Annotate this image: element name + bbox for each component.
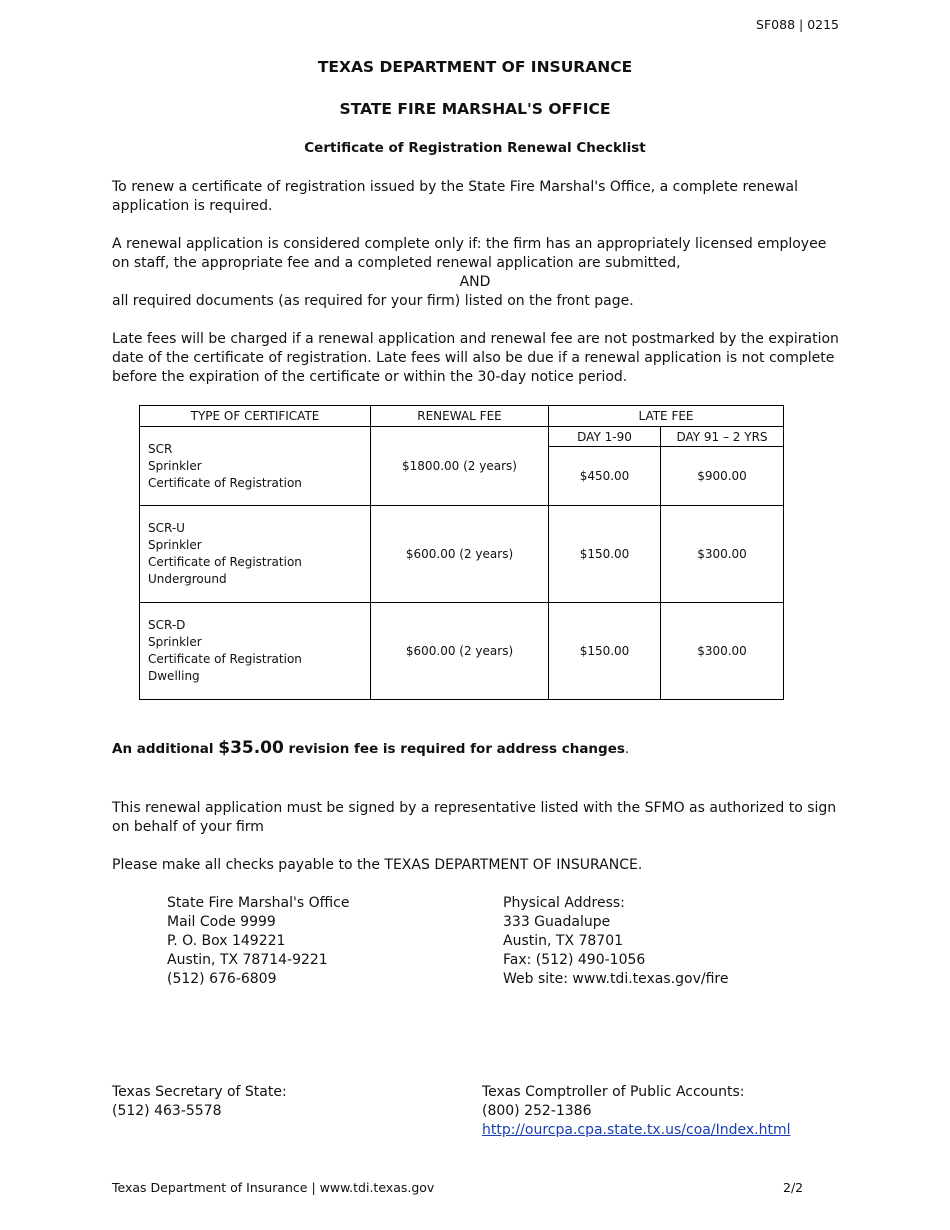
late-fee-1-90-cell: $150.00 xyxy=(549,506,661,603)
required-documents-line: all required documents (as required for your firm) listed on the front page. xyxy=(112,293,634,309)
checks-payable-note: Please make all checks payable to the TEXAS DEPARTMENT OF INSURANCE. xyxy=(112,857,643,873)
table-row xyxy=(140,603,784,700)
header-late-day-91-2yrs: DAY 91 – 2 YRS xyxy=(661,427,784,447)
header-late-day-1-90: DAY 1-90 xyxy=(549,427,661,447)
table-row xyxy=(140,427,784,447)
certificate-type-cell xyxy=(140,427,371,506)
footer-text: Texas Department of Insurance | www.tdi.texas.gov xyxy=(112,1180,435,1195)
certificate-category: Sprinkler xyxy=(148,635,202,649)
certificate-type-cell xyxy=(140,603,371,700)
fax-number: Fax: (512) 490-1056 xyxy=(503,952,646,968)
additional-fee-suffix: revision fee is required for address changes xyxy=(283,741,625,757)
mailing-address-line: State Fire Marshal's Office xyxy=(167,895,350,911)
late-fee-91-2yrs-cell: $300.00 xyxy=(661,603,784,700)
physical-address-label: Physical Address: xyxy=(503,895,625,911)
secretary-of-state-label: Texas Secretary of State: xyxy=(112,1084,287,1100)
late-fee-91-2yrs-cell: $300.00 xyxy=(661,506,784,603)
renewal-fee-cell: $600.00 (2 years) xyxy=(371,506,549,603)
additional-fee-prefix: An additional xyxy=(112,741,219,757)
and-separator: AND xyxy=(459,274,491,290)
comptroller-phone: (800) 252-1386 xyxy=(482,1103,592,1119)
mailing-address-line: Mail Code 9999 xyxy=(167,914,276,930)
late-fees-paragraph: Late fees will be charged if a renewal application and renewal fee are not postmarked by the expiration date of the certificate of registration. Late fees will also be due if a renewal application is not complete before the expiration of the certificate or within the 30-day notice period. xyxy=(112,331,839,385)
late-fee-1-90-cell: $150.00 xyxy=(549,603,661,700)
header-late-fee: LATE FEE xyxy=(549,406,784,427)
completeness-paragraph: A renewal application is considered complete only if: the firm has an appropriately licensed employee on staff, the appropriate fee and a completed renewal application are submitted, xyxy=(112,236,827,271)
office-title: STATE FIRE MARSHAL'S OFFICE xyxy=(339,100,611,118)
renewal-fee-cell: $600.00 (2 years) xyxy=(371,603,549,700)
table-row xyxy=(140,506,784,603)
document-subtitle: Certificate of Registration Renewal Checklist xyxy=(304,140,646,156)
certificate-type-cell xyxy=(140,506,371,603)
table-header-row xyxy=(140,406,784,427)
comptroller-label: Texas Comptroller of Public Accounts: xyxy=(482,1084,745,1100)
form-number: SF088 | 0215 xyxy=(756,17,839,32)
certificate-code: SCR-U xyxy=(148,521,185,535)
mailing-address xyxy=(167,894,349,989)
website: Web site: www.tdi.texas.gov/fire xyxy=(503,971,729,987)
certificate-variant: Dwelling xyxy=(148,669,200,683)
secretary-of-state xyxy=(112,1083,287,1121)
mailing-phone: (512) 676-6809 xyxy=(167,971,277,987)
physical-address xyxy=(503,894,728,989)
physical-address-line: 333 Guadalupe xyxy=(503,914,611,930)
additional-fee-period: . xyxy=(624,741,630,757)
header-type: TYPE OF CERTIFICATE xyxy=(140,406,371,427)
signature-note: This renewal application must be signed by a representative listed with the SFMO as authorized to sign on behalf of your firm xyxy=(112,800,837,835)
certificate-name: Certificate of Registration xyxy=(148,475,302,490)
secretary-of-state-phone: (512) 463-5578 xyxy=(112,1103,222,1119)
late-fee-1-90-cell: $450.00 xyxy=(549,447,661,506)
header-renewal-fee: RENEWAL FEE xyxy=(371,406,549,427)
fee-table xyxy=(139,405,784,700)
comptroller-link[interactable]: http://ourcpa.cpa.state.tx.us/coa/Index.html xyxy=(482,1122,791,1138)
page-number: 2/2 xyxy=(783,1180,804,1195)
certificate-category: Sprinkler xyxy=(148,458,202,473)
additional-fee-note xyxy=(112,738,629,758)
physical-address-line: Austin, TX 78701 xyxy=(503,933,624,949)
comptroller xyxy=(482,1083,790,1140)
renewal-fee-cell: $1800.00 (2 years) xyxy=(371,427,549,506)
additional-fee-amount: $35.00 xyxy=(218,738,284,758)
certificate-code: SCR xyxy=(148,441,173,456)
intro-paragraph: To renew a certificate of registration issued by the State Fire Marshal's Office, a complete renewal application is required. xyxy=(112,179,798,214)
late-fee-91-2yrs-cell: $900.00 xyxy=(661,447,784,506)
mailing-address-line: P. O. Box 149221 xyxy=(167,933,286,949)
certificate-category: Sprinkler xyxy=(148,538,202,552)
certificate-name: Certificate of Registration xyxy=(148,652,302,666)
certificate-variant: Underground xyxy=(148,572,227,586)
certificate-name: Certificate of Registration xyxy=(148,555,302,569)
agency-title: TEXAS DEPARTMENT OF INSURANCE xyxy=(317,58,633,76)
certificate-code: SCR-D xyxy=(148,618,186,632)
mailing-address-line: Austin, TX 78714-9221 xyxy=(167,952,328,968)
